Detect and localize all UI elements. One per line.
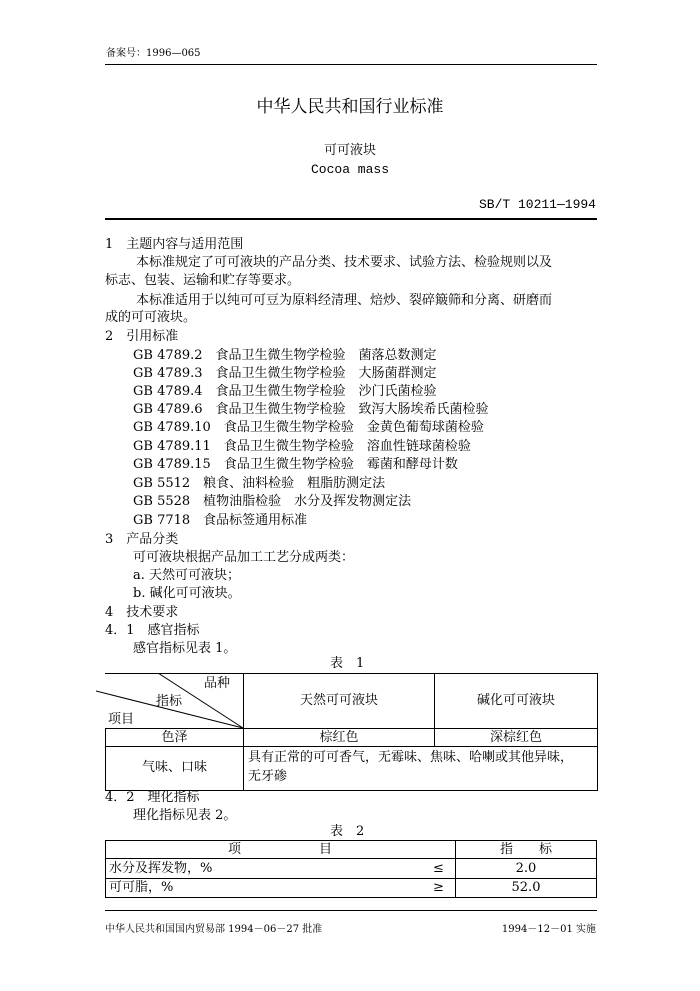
table-1-col-alkalized: 碱化可可液块 [476, 693, 555, 708]
section-1-para-2b: 成的可可液块。 [105, 310, 197, 325]
section-4-1-heading: 4．1 感官指标 [105, 623, 200, 638]
section-3-intro: 可可液块根据产品加工工艺分成两类： [133, 550, 355, 565]
table-2-row-sign: ≤ [433, 861, 444, 876]
reference-item: GB 5528 植物油脂检验 水分及挥发物测定法 [133, 494, 412, 509]
table-1-row-taste-text-b: 无牙碜 [248, 769, 288, 784]
title-rule [105, 218, 597, 220]
table-1-row-color-label: 色泽 [161, 730, 188, 745]
section-3-item-a: a. 天然可可液块； [133, 568, 241, 583]
section-4-2-heading: 4．2 理化指标 [105, 790, 200, 805]
table-2-col-item: 项 目 [227, 842, 332, 857]
table-2 [105, 840, 597, 898]
table-1-row-color-alkalized: 深棕红色 [489, 730, 542, 745]
table-2-row-sign: ≥ [433, 880, 444, 895]
reference-item: GB 7718 食品标签通用标准 [133, 513, 308, 528]
doc-title-en: Cocoa mass [310, 162, 389, 177]
table-1-caption: 表 1 [330, 656, 365, 671]
reference-item: GB 4789.15 食品卫生微生物学检验 霉菌和酵母计数 [133, 457, 458, 472]
table-1-row-taste-label: 气味、口味 [141, 760, 207, 775]
section-1-heading: 1 主题内容与适用范围 [105, 237, 244, 252]
reference-item: GB 4789.11 食品卫生微生物学检验 溶血性链球菌检验 [133, 439, 471, 454]
section-1-para-1b: 标志、包装、运输和贮存等要求。 [105, 273, 301, 288]
table-1-row-taste-text-a: 具有正常的可可香气，无霉味、焦味、哈喇或其他异味， [248, 750, 574, 765]
section-1-para-2a: 本标准适用于以纯可可豆为原料经清理、焙炒、裂碎簸筛和分离、研磨而 [136, 293, 553, 308]
table-1 [96, 673, 598, 791]
table-2-row-value: 2.0 [515, 861, 537, 876]
section-4-2-text: 理化指标见表 2。 [133, 808, 237, 823]
standard-number: SB/T 10211—1994 [478, 197, 596, 212]
footer-implementation: 1994－12－01 实施 [501, 924, 596, 935]
header-rule [105, 64, 597, 65]
section-3-item-b: b. 碱化可可液块。 [133, 586, 241, 601]
reference-item: GB 4789.10 食品卫生微生物学检验 金黄色葡萄球菌检验 [133, 420, 484, 435]
table-2-caption: 表 2 [330, 824, 365, 839]
table-1-diag-item: 项目 [108, 712, 135, 727]
footer-rule [105, 910, 597, 911]
table-2-row-item: 可可脂，% [109, 880, 174, 895]
org-title: 中华人民共和国行业标准 [256, 97, 444, 117]
reference-item: GB 4789.4 食品卫生微生物学检验 沙门氏菌检验 [133, 384, 437, 399]
reference-item: GB 4789.2 食品卫生微生物学检验 菌落总数测定 [133, 348, 437, 363]
footer-approval: 中华人民共和国国内贸易部 1994－06－27 批准 [105, 924, 323, 935]
section-4-heading: 4 技术要求 [105, 605, 179, 620]
table-2-col-index: 指 标 [499, 842, 552, 857]
doc-title-cn: 可可液块 [323, 143, 376, 158]
record-number: 备案号：1996—065 [106, 48, 201, 59]
reference-item: GB 4789.6 食品卫生微生物学检验 致泻大肠埃希氏菌检验 [133, 402, 489, 417]
section-1-para-1a: 本标准规定了可可液块的产品分类、技术要求、试验方法、检验规则以及 [136, 255, 553, 270]
table-1-col-natural: 天然可可液块 [299, 693, 378, 708]
section-3-heading: 3 产品分类 [105, 532, 179, 547]
reference-item: GB 4789.3 食品卫生微生物学检验 大肠菌群测定 [133, 366, 437, 381]
table-1-diag-variety: 品种 [204, 676, 231, 691]
section-2-heading: 2 引用标准 [105, 329, 179, 344]
table-2-row-value: 52.0 [511, 880, 541, 895]
reference-item: GB 5512 粮食、油料检验 粗脂肪测定法 [133, 476, 386, 491]
table-2-row-item: 水分及挥发物，% [109, 861, 213, 876]
table-1-row-color-natural: 棕红色 [319, 730, 359, 745]
table-1-diag-index: 指标 [156, 694, 183, 709]
section-4-1-text: 感官指标见表 1。 [133, 641, 237, 656]
